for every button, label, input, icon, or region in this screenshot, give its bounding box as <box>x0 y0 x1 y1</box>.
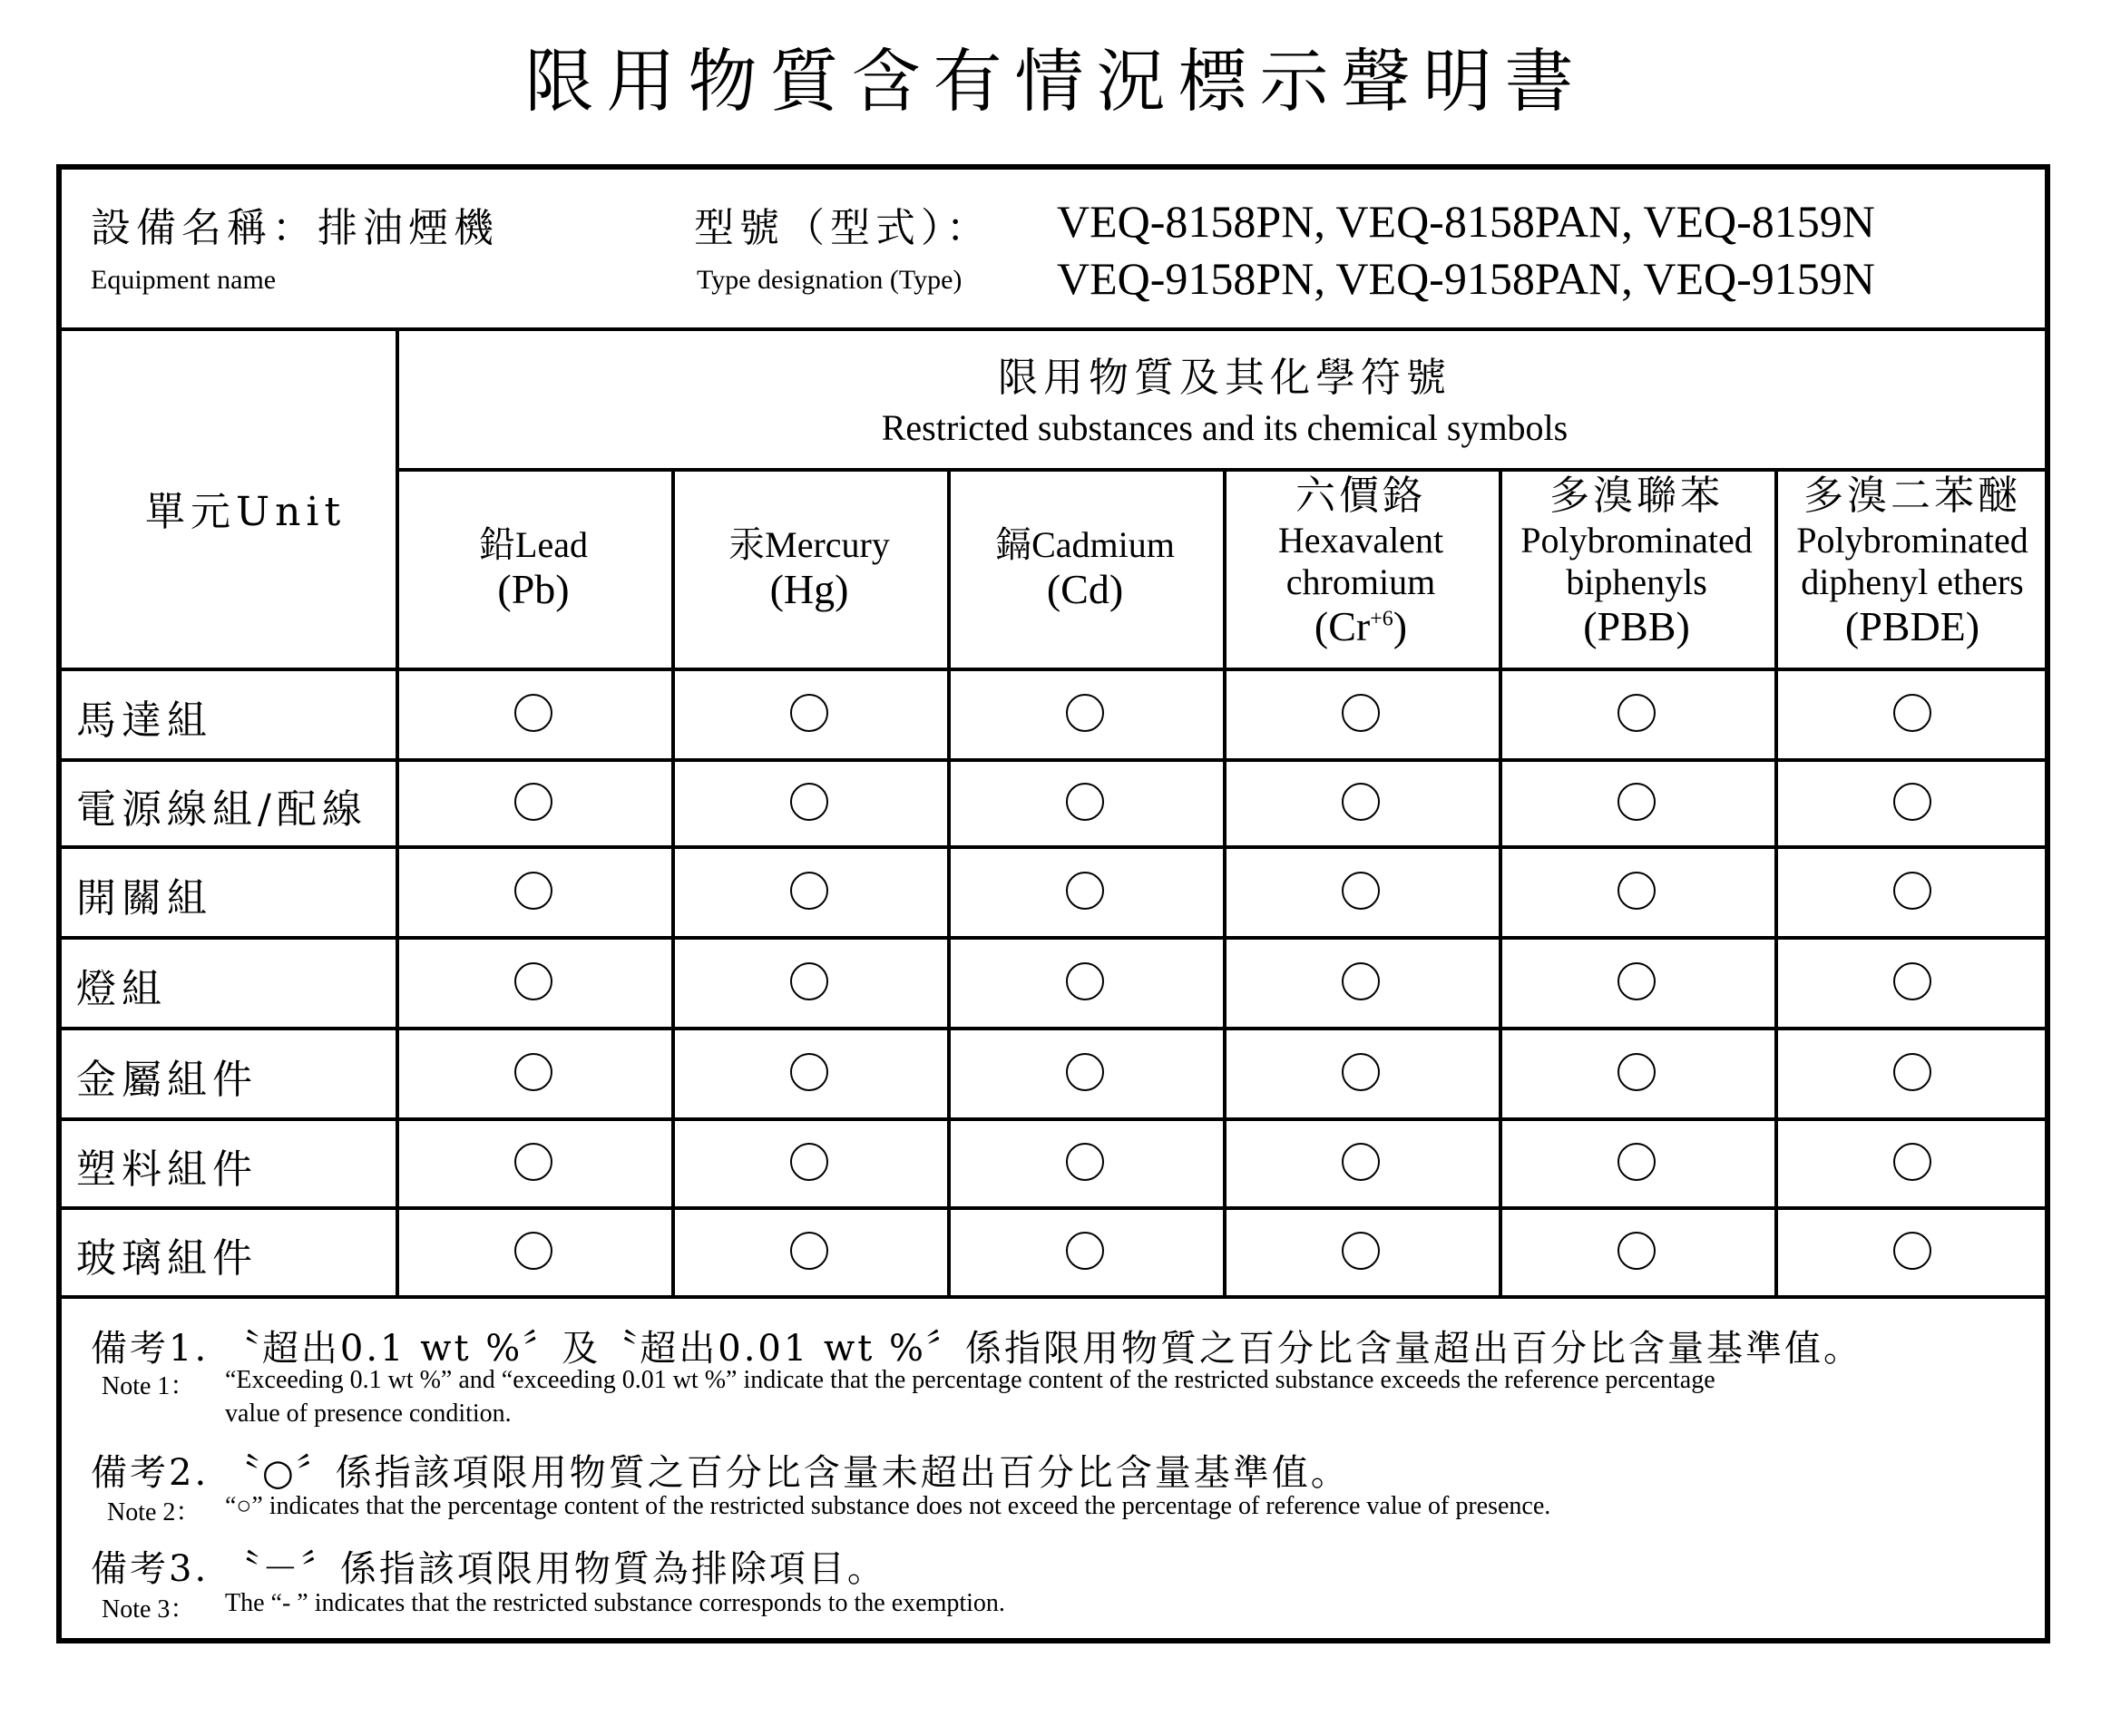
compliance-circle-icon <box>1066 783 1104 821</box>
compliance-circle-icon <box>790 872 828 910</box>
grid-line <box>56 327 2050 331</box>
compliance-circle-icon <box>514 694 552 732</box>
compliance-circle-icon <box>1066 1232 1104 1270</box>
grid-line <box>56 1117 2050 1121</box>
grid-line <box>56 1295 2050 1299</box>
substance-name: 鉛Lead <box>479 524 588 565</box>
compliance-circle-icon <box>1342 872 1380 910</box>
compliance-circle-icon <box>1617 1143 1656 1181</box>
unit-row-label: 開關組 <box>76 875 212 922</box>
substance-name-en: Polybrominated <box>1520 519 1753 561</box>
substance-name-zh: 六價鉻 <box>1295 473 1426 519</box>
compliance-circle-icon <box>1893 783 1931 821</box>
compliance-circle-icon <box>1617 1232 1656 1270</box>
compliance-circle-icon <box>1342 694 1380 732</box>
compliance-circle-icon <box>514 1143 552 1181</box>
substance-name-en: diphenyl ethers <box>1801 561 2024 602</box>
note-2-zh: 備考2. 〝○〞係指該項限用物質之百分比含量未超出百分比含量基準值。 <box>91 1452 1350 1494</box>
substance-name-en: biphenyls <box>1566 561 1707 602</box>
unit-row-label: 燈組 <box>76 966 167 1012</box>
note-1-en-cont: value of presence condition. <box>225 1400 512 1428</box>
compliance-circle-icon <box>1617 783 1656 821</box>
substances-header-en: Restricted substances and its chemical symbols <box>881 407 1569 448</box>
compliance-circle-icon <box>1893 872 1931 910</box>
compliance-circle-icon <box>1617 694 1656 732</box>
chemical-symbol: (Cd) <box>1046 566 1124 612</box>
compliance-circle-icon <box>1893 1232 1931 1270</box>
substance-column-header <box>1774 473 2050 650</box>
chemical-symbol: (Pb) <box>497 566 570 612</box>
compliance-circle-icon <box>514 1232 552 1270</box>
compliance-circle-icon <box>1342 962 1380 1000</box>
chemical-symbol: $(Cr^{+6})$ <box>1314 602 1408 649</box>
compliance-circle-icon <box>1617 1053 1656 1091</box>
compliance-circle-icon <box>790 1232 828 1270</box>
compliance-circle-icon <box>1893 1143 1931 1181</box>
compliance-circle-icon <box>514 962 552 1000</box>
chemical-symbol: (PBB) <box>1583 602 1690 649</box>
compliance-circle-icon <box>1617 962 1656 1000</box>
compliance-circle-icon <box>1066 1143 1104 1181</box>
type-designation-label-en: Type designation (Type) <box>697 265 963 295</box>
compliance-circle-icon <box>1617 872 1656 910</box>
compliance-circle-icon <box>1066 694 1104 732</box>
substance-column-header <box>1223 473 1499 650</box>
compliance-circle-icon <box>514 783 552 821</box>
model-list-line1: VEQ-8158PN, VEQ-8158PAN, VEQ-8159N <box>1057 196 1875 247</box>
grid-line <box>56 936 2050 940</box>
compliance-circle-icon <box>514 872 552 910</box>
note-2-en: “○” indicates that the percentage content of the restricted substance does not exceed the percentage of reference value of presence. <box>225 1492 1551 1520</box>
substance-name-en: chromium <box>1285 561 1436 602</box>
compliance-circle-icon <box>1066 872 1104 910</box>
compliance-circle-icon <box>1893 1053 1931 1091</box>
equipment-name-label-en: Equipment name <box>91 265 277 295</box>
grid-line <box>56 668 2050 671</box>
grid-line <box>56 758 2050 762</box>
compliance-circle-icon <box>1066 962 1104 1000</box>
substance-name-en: Polybrominated <box>1796 519 2028 561</box>
note-1-label: Note 1： <box>102 1372 196 1400</box>
equipment-name-label: 設備名稱：排油煙機 <box>91 205 499 251</box>
substance-column-header <box>396 524 671 614</box>
unit-row-label: 塑料組件 <box>76 1146 258 1193</box>
grid-line <box>56 1027 2050 1030</box>
note-1-zh: 備考1. 〝超出0.1 wt %〞及〝超出0.01 wt %〞係指限用物質之百分比含量超出百分比含量基準值。 <box>91 1328 1863 1370</box>
compliance-circle-icon <box>790 694 828 732</box>
unit-row-label: 玻璃組件 <box>76 1235 258 1282</box>
page-title: 限用物質含有情況標示聲明書 <box>524 41 1587 122</box>
substance-name-zh: 多溴二苯醚 <box>1803 473 2021 519</box>
compliance-circle-icon <box>1342 783 1380 821</box>
substance-name-zh: 多溴聯苯 <box>1549 473 1724 519</box>
compliance-circle-icon <box>790 962 828 1000</box>
compliance-circle-icon <box>514 1053 552 1091</box>
grid-line <box>56 1206 2050 1210</box>
type-designation-label: 型號（型式）： <box>694 205 992 251</box>
unit-row-label: 金屬組件 <box>76 1057 258 1103</box>
compliance-circle-icon <box>1342 1053 1380 1091</box>
substance-column-header <box>671 524 947 614</box>
unit-row-label: 電源線組/配線 <box>76 786 367 833</box>
note-3-en: The “- ” indicates that the restricted substance corresponds to the exemption. <box>225 1589 1005 1617</box>
compliance-circle-icon <box>1342 1232 1380 1270</box>
compliance-circle-icon <box>1066 1053 1104 1091</box>
compliance-circle-icon <box>790 1053 828 1091</box>
unit-row-label: 馬達組 <box>76 697 212 744</box>
substance-name-en: Hexavalent <box>1277 519 1444 561</box>
compliance-circle-icon <box>1342 1143 1380 1181</box>
note-3-zh: 備考3. 〝－〞係指該項限用物質為排除項目。 <box>91 1548 886 1590</box>
note-2-label: Note 2： <box>107 1498 201 1526</box>
model-list-line2: VEQ-9158PN, VEQ-9158PAN, VEQ-9159N <box>1057 253 1875 304</box>
note-1-en: “Exceeding 0.1 wt %” and “exceeding 0.01 wt %” indicate that the percentage content of the restricted substance exceeds the reference percentage <box>225 1366 1715 1394</box>
substance-column-header <box>1499 473 1774 650</box>
substance-name: 鎘Cadmium <box>995 524 1175 565</box>
compliance-circle-icon <box>1893 694 1931 732</box>
substances-header: 限用物質及其化學符號 <box>998 355 1451 401</box>
compliance-circle-icon <box>790 1143 828 1181</box>
chemical-symbol: (PBDE) <box>1844 602 1980 649</box>
unit-column-header: 單元Unit <box>145 489 347 535</box>
compliance-circle-icon <box>1893 962 1931 1000</box>
substance-name: 汞Mercury <box>728 524 890 565</box>
compliance-circle-icon <box>790 783 828 821</box>
chemical-symbol: (Hg) <box>769 566 849 612</box>
grid-line <box>396 327 399 1295</box>
grid-line <box>56 845 2050 849</box>
substance-column-header <box>947 524 1223 614</box>
note-3-label: Note 3： <box>102 1595 196 1624</box>
